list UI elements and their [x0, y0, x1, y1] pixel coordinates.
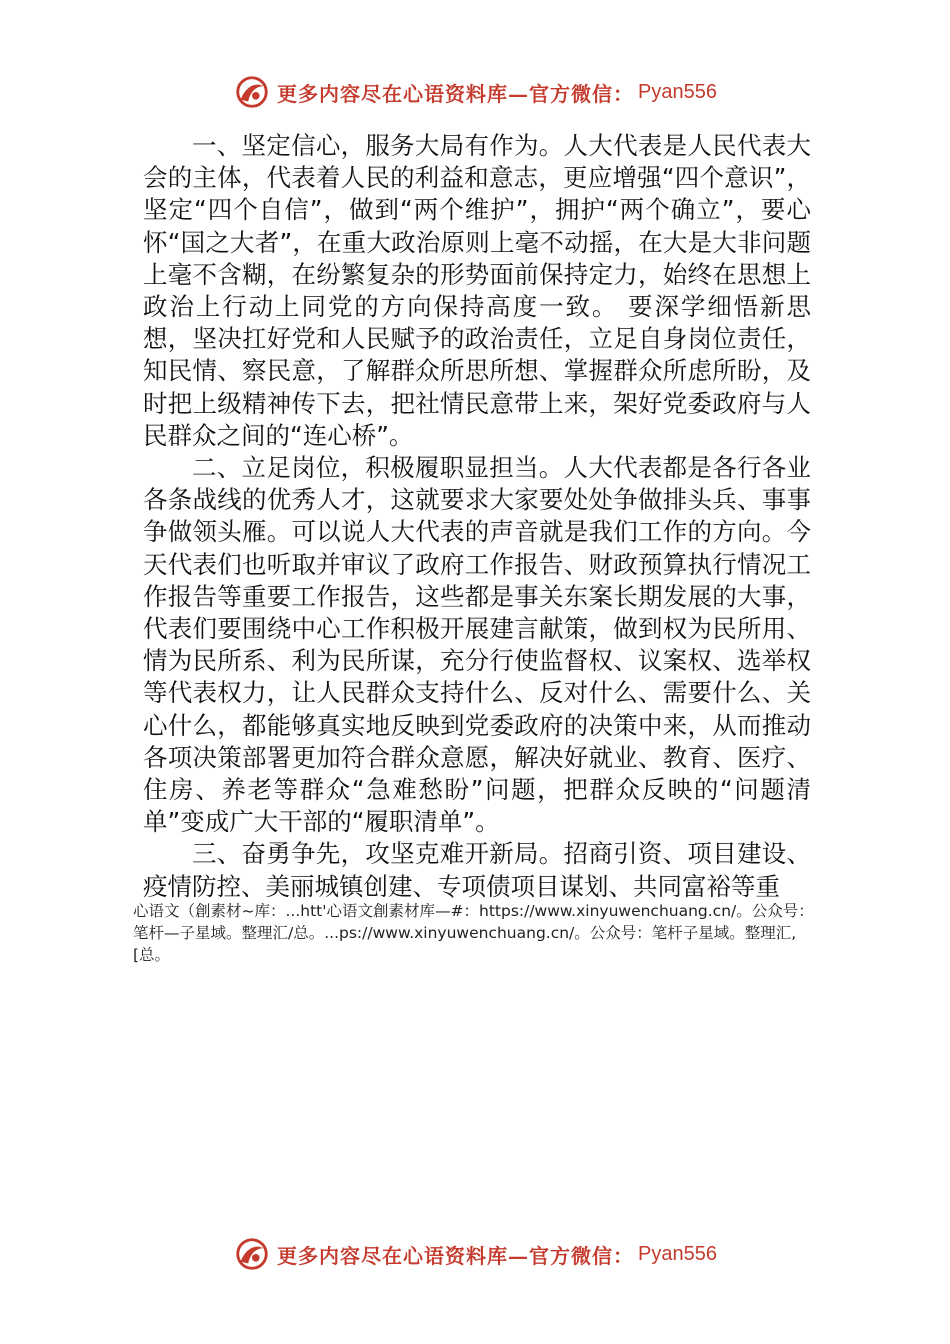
- document-body: [143, 130, 811, 903]
- watermark-text: 更多内容尽在心语资料库—官方微信：: [277, 1243, 635, 1268]
- header-watermark: [0, 70, 950, 114]
- watermark-contact: Pyan556: [638, 80, 717, 103]
- watermark-text: 更多内容尽在心语资料库—官方微信：: [277, 81, 635, 106]
- swirl-logo-icon: [233, 1235, 271, 1273]
- source-footnote: 心语文（創素材~库：...htt'心语文創素材库—#：https://www.xinyuwenchuang.cn/。公众号：笔杆—子星域。整理汇/总。...ps://www.xinyuwenchuang.cn/。公众号：笔杆子星域。整理汇,[总。: [133, 902, 814, 964]
- footer-watermark: [0, 1232, 950, 1276]
- watermark-contact: Pyan556: [638, 1242, 717, 1265]
- paragraph-3: 三、奋勇争先，攻坚克难开新局。招商引资、项目建设、疫情防控、美丽城镇创建、专项债项目谋划、共同富裕等重: [143, 839, 811, 901]
- paragraph-1: 一、坚定信心，服务大局有作为。人大代表是人民代表大会的主体，代表着人民的利益和意志，更应增强“四个意识”，坚定“四个自信”，做到“两个维护”，拥护“两个确立”，要心怀“国之大者”，在重大政治原则上毫不动摇，在大是大非问题上毫不含糊，在纷繁复杂的形势面前保持定力，始终在思想上政治上行动上同党的方向保持高度一致。 要深学细悟新思想，坚决扛好党和人民赋予的政治责任，立足自身岗位责任，知民情、察民意，了解群众所思所想、掌握群众所虑所盼，及时把上级精神传下去，把社情民意带上来，架好党委政府与人民群众之间的“连心桥”。: [143, 131, 811, 450]
- swirl-logo-icon: [233, 73, 271, 111]
- paragraph-2: 二、立足岗位，积极履职显担当。人大代表都是各行各业各条战线的优秀人才，这就要求大家要处处争做排头兵、事事争做领头雁。可以说人大代表的声音就是我们工作的方向。今天代表们也听取并审议了政府工作报告、财政预算执行情况工作报告等重要工作报告，这些都是事关东案长期发展的大事，代表们要围绕中心工作积极开展建言献策，做到权为民所用、情为民所系、利为民所谋，充分行使监督权、议案权、选举权等代表权力，让人民群众支持什么、反对什么、需要什么、关心什么，都能够真实地反映到党委政府的决策中来，从而推动各项决策部署更加符合群众意愿，解决好就业、教育、医疗、住房、养老等群众“急难愁盼”问题，把群众反映的“问题清单”变成广大干部的“履职清单”。: [143, 453, 811, 837]
